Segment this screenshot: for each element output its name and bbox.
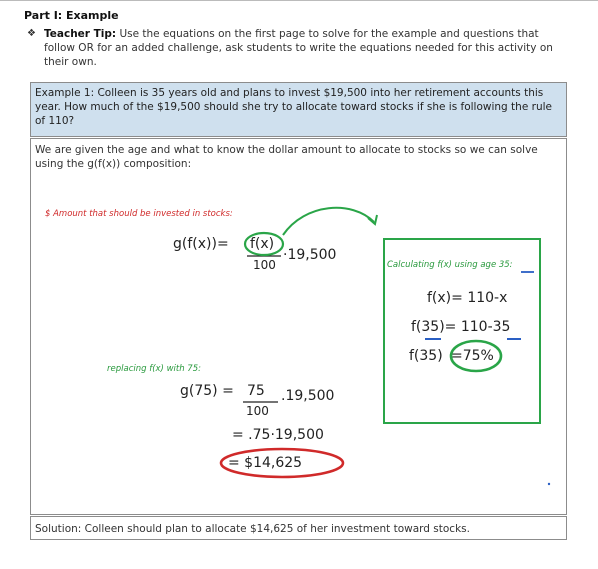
- eval-denominator: 100: [246, 404, 269, 418]
- composition-denominator: 100: [253, 258, 276, 272]
- result-circle: [451, 341, 501, 371]
- fx-circle: [245, 233, 283, 255]
- eval-rhs: .19,500: [281, 388, 335, 404]
- answer-circle: [221, 449, 343, 477]
- eval-numerator: 75: [247, 383, 265, 399]
- eval-lhs: g(75) =: [180, 383, 234, 399]
- amount-label: $ Amount that should be invested in stocks:: [45, 209, 233, 219]
- green-arrow: [283, 208, 374, 235]
- replace-label: replacing f(x) with 75:: [107, 364, 201, 374]
- side-title: Calculating f(x) using age 35:: [387, 260, 513, 270]
- teacher-tip-text: Use the equations on the first page to solve for the example and questions that follow OR for an added challenge, ask students to write the equations needed for this activity on their own.: [44, 28, 553, 68]
- final-answer: = $14,625: [228, 455, 303, 471]
- side-line-3-result: =75%: [451, 348, 494, 364]
- example-problem: Example 1: Colleen is 35 years old and plans to invest $19,500 into her retirement accounts this year. How much of the $19,500 should she try to allocate toward stocks if she is following the rule of 110?: [30, 82, 567, 137]
- part-title: Part I: Example: [24, 9, 119, 22]
- diamond-bullet-icon: ❖: [27, 28, 36, 39]
- stray-dot: [548, 483, 550, 485]
- teacher-tip-label: Teacher Tip:: [44, 28, 117, 40]
- side-line-3-lhs: f(35): [409, 348, 443, 364]
- multiplication-step: = .75·19,500: [232, 427, 324, 443]
- composition-rhs: ·19,500: [283, 247, 337, 263]
- side-line-2: f(35)= 110-35: [411, 319, 511, 335]
- composition-numerator: f(x): [250, 236, 275, 252]
- side-line-1: f(x)= 110-x: [427, 290, 508, 306]
- intro-text: We are given the age and what to know the dollar amount to allocate to stocks so we can solve using the g(f(x)) composition:: [35, 144, 538, 170]
- solution-statement: Solution: Colleen should plan to allocate $14,625 of her investment toward stocks.: [30, 516, 567, 540]
- composition-lhs: g(f(x))=: [173, 236, 229, 252]
